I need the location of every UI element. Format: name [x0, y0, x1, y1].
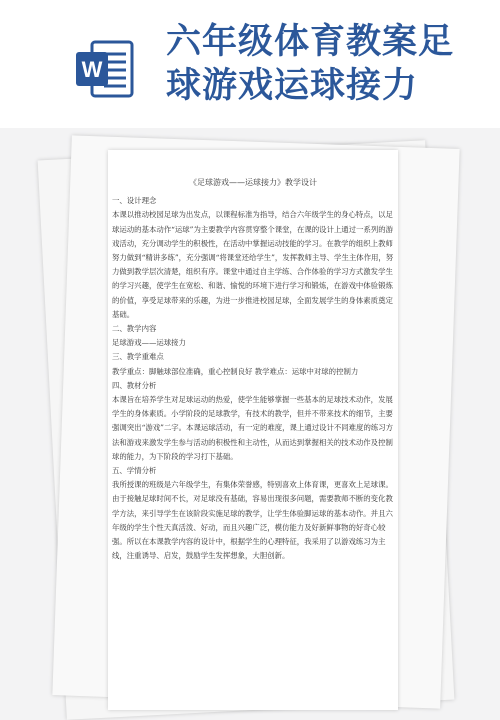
- title-line-1: 六年级体育教案足: [166, 22, 455, 62]
- document-body: [112, 160, 394, 563]
- section-text: 本课以推动校园足球为出发点，以课程标准为指导，结合六年级学生的身心特点，以足球运动的基本动作“运球”为主要教学内容贯穿整个课堂，在课的设计上通过一系列的游戏活动，充分调动学生的积极性，在活动中掌握运动技能的学习。在教学的组织上教师努力做到“精讲多练”，充分强调“将课堂还给学生”，发挥教师主导、学生主体作用，努力做到教学层次清楚，组织有序。课堂中通过自主学练、合作体验的学习方式激发学生的学习兴趣，使学生在宽松、和谐、愉悦的环境下进行学习和锻炼，在游戏中体验锻炼的价值，享受足球带来的乐趣，为进一步推进校园足球，全面发展学生的身体素质奠定基础。: [112, 210, 394, 319]
- section-heading: 三、教学重难点: [112, 352, 164, 362]
- word-document-icon: [74, 38, 136, 100]
- section-text: 我所授课的班级是六年级学生，有集体荣誉感，特别喜欢上体育课，更喜欢上足球课。由于接触足球时间不长，对足球没有基础，容易出现很多问题，需要教师不断的变化教学方法，来引导学生在该阶段实施足球的教学，让学生体验脚运球的基本动作。并且六年级的学生个性天真活泼、好动，而且兴趣广泛，模仿能力及好新鲜事物的好奇心较强。所以在本课教学内容的设计中，根据学生的心理特征，我采用了以游戏练习为主线，注重诱导、启发，鼓励学生发挥想象，大胆创新。: [112, 480, 393, 561]
- document-title: 《足球游戏——运球接力》教学设计: [189, 178, 317, 187]
- section-text: 本课旨在培养学生对足球运动的热爱，使学生能够掌握一些基本的足球技术动作，发展学生的身体素质。小学阶段的足球教学，有技术的教学，但并不带来技术的细节，主要强调突出“游戏”二字。本课运球活动，有一定的难度，课上通过设计不同难度的练习方法和游戏来激发学生参与活动的积极性和主动性，从而达到掌握相关的技术动作及控制球的能力，为下阶段的学习打下基础。: [112, 395, 394, 461]
- title-line-2: 球游戏运球接力: [166, 66, 419, 106]
- page-title: [166, 20, 486, 108]
- section-heading: 五、学情分析: [112, 466, 157, 476]
- section-heading: 一、设计理念: [112, 196, 157, 206]
- section-text: 足球游戏——运球接力: [112, 338, 186, 348]
- section-heading: 二、教学内容: [112, 324, 157, 334]
- section-text: 教学重点：脚触球部位准确，重心控制良好 教学难点：运球中对球的控制力: [112, 366, 359, 376]
- section-heading: 四、教材分析: [112, 380, 157, 390]
- header-banner: [0, 0, 500, 128]
- logo-letter: W: [81, 57, 103, 82]
